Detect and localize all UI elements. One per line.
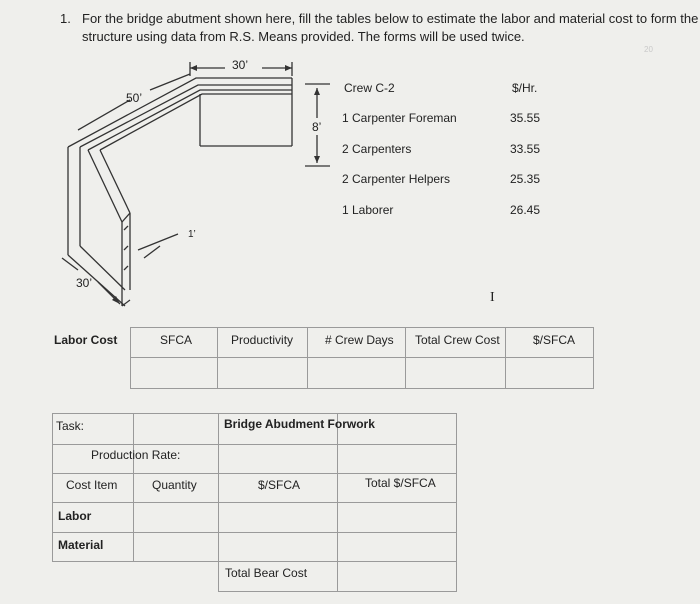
dim-bottom-label: 30’ bbox=[76, 276, 93, 290]
labor-sfca-cell[interactable] bbox=[218, 503, 338, 533]
blank-cell bbox=[338, 445, 457, 474]
dim-top-label: 30’ bbox=[232, 58, 249, 72]
header-cost-item: Cost Item bbox=[66, 478, 118, 492]
total-crew-cost-input-cell[interactable] bbox=[405, 358, 506, 389]
material-quantity-cell[interactable] bbox=[133, 533, 218, 562]
member-rate: 33.55 bbox=[510, 142, 541, 156]
member-rate: 26.45 bbox=[510, 203, 541, 217]
crew-title: Crew C-2 bbox=[344, 81, 395, 95]
member-rate: 25.35 bbox=[510, 172, 541, 186]
production-rate-label: Production Rate: bbox=[91, 448, 181, 462]
abutment-drawing bbox=[50, 52, 330, 312]
row-label-labor: Labor bbox=[58, 509, 92, 523]
row-label-material: Material bbox=[58, 538, 104, 552]
crew-days-input-cell[interactable] bbox=[308, 358, 406, 389]
header-total-sfca: Total $/SFCA bbox=[365, 476, 436, 490]
crew-member: 1 Laborer bbox=[342, 203, 394, 217]
header-crew-days: # Crew Days bbox=[325, 333, 394, 347]
member-rate: 35.55 bbox=[510, 111, 541, 125]
blank-cell bbox=[218, 445, 338, 474]
question-line-1: For the bridge abutment shown here, fill the tables below to estimate the labor and material cost to form the bbox=[82, 11, 699, 26]
material-sfca-cell[interactable] bbox=[218, 533, 338, 562]
productivity-input-cell[interactable] bbox=[217, 358, 308, 389]
header-quantity: Quantity bbox=[152, 478, 197, 492]
dim-height-label: 8’ bbox=[312, 120, 322, 134]
total-bear-cost-cell[interactable] bbox=[338, 562, 457, 592]
header-productivity: Productivity bbox=[231, 333, 294, 347]
corner-mark: 20 bbox=[644, 45, 653, 54]
crew-member: 2 Carpenters bbox=[342, 142, 412, 156]
text-cursor-icon: I bbox=[490, 290, 495, 305]
header-total-crew-cost: Total Crew Cost bbox=[415, 333, 500, 347]
crew-member: 2 Carpenter Helpers bbox=[342, 172, 451, 186]
labor-total-cell[interactable] bbox=[338, 503, 457, 533]
total-bear-cost-label: Total Bear Cost bbox=[225, 566, 308, 580]
material-total-cell[interactable] bbox=[338, 533, 457, 562]
dim-left-label: 50’ bbox=[126, 91, 143, 105]
header-sfca: $/SFCA bbox=[258, 478, 301, 492]
header-sfca-cost: $/SFCA bbox=[533, 333, 576, 347]
sfca-input-cell[interactable] bbox=[131, 358, 218, 389]
blank-cell bbox=[133, 414, 218, 445]
task-name: Bridge Abudment Forwork bbox=[224, 417, 375, 431]
blank-cell bbox=[53, 562, 134, 592]
labor-quantity-cell[interactable] bbox=[133, 503, 218, 533]
header-sfca: SFCA bbox=[160, 333, 193, 347]
dim-thickness-label: 1’ bbox=[188, 229, 196, 240]
question-line-2: structure using data from R.S. Means provided. The forms will be used twice. bbox=[82, 29, 525, 44]
labor-cost-label: Labor Cost bbox=[54, 333, 118, 347]
rate-header: $/Hr. bbox=[512, 81, 538, 95]
question-number: 1. bbox=[60, 11, 71, 26]
blank-cell bbox=[133, 562, 218, 592]
task-label: Task: bbox=[56, 419, 85, 433]
sfca-cost-input-cell[interactable] bbox=[506, 358, 594, 389]
crew-member: 1 Carpenter Foreman bbox=[342, 111, 457, 125]
